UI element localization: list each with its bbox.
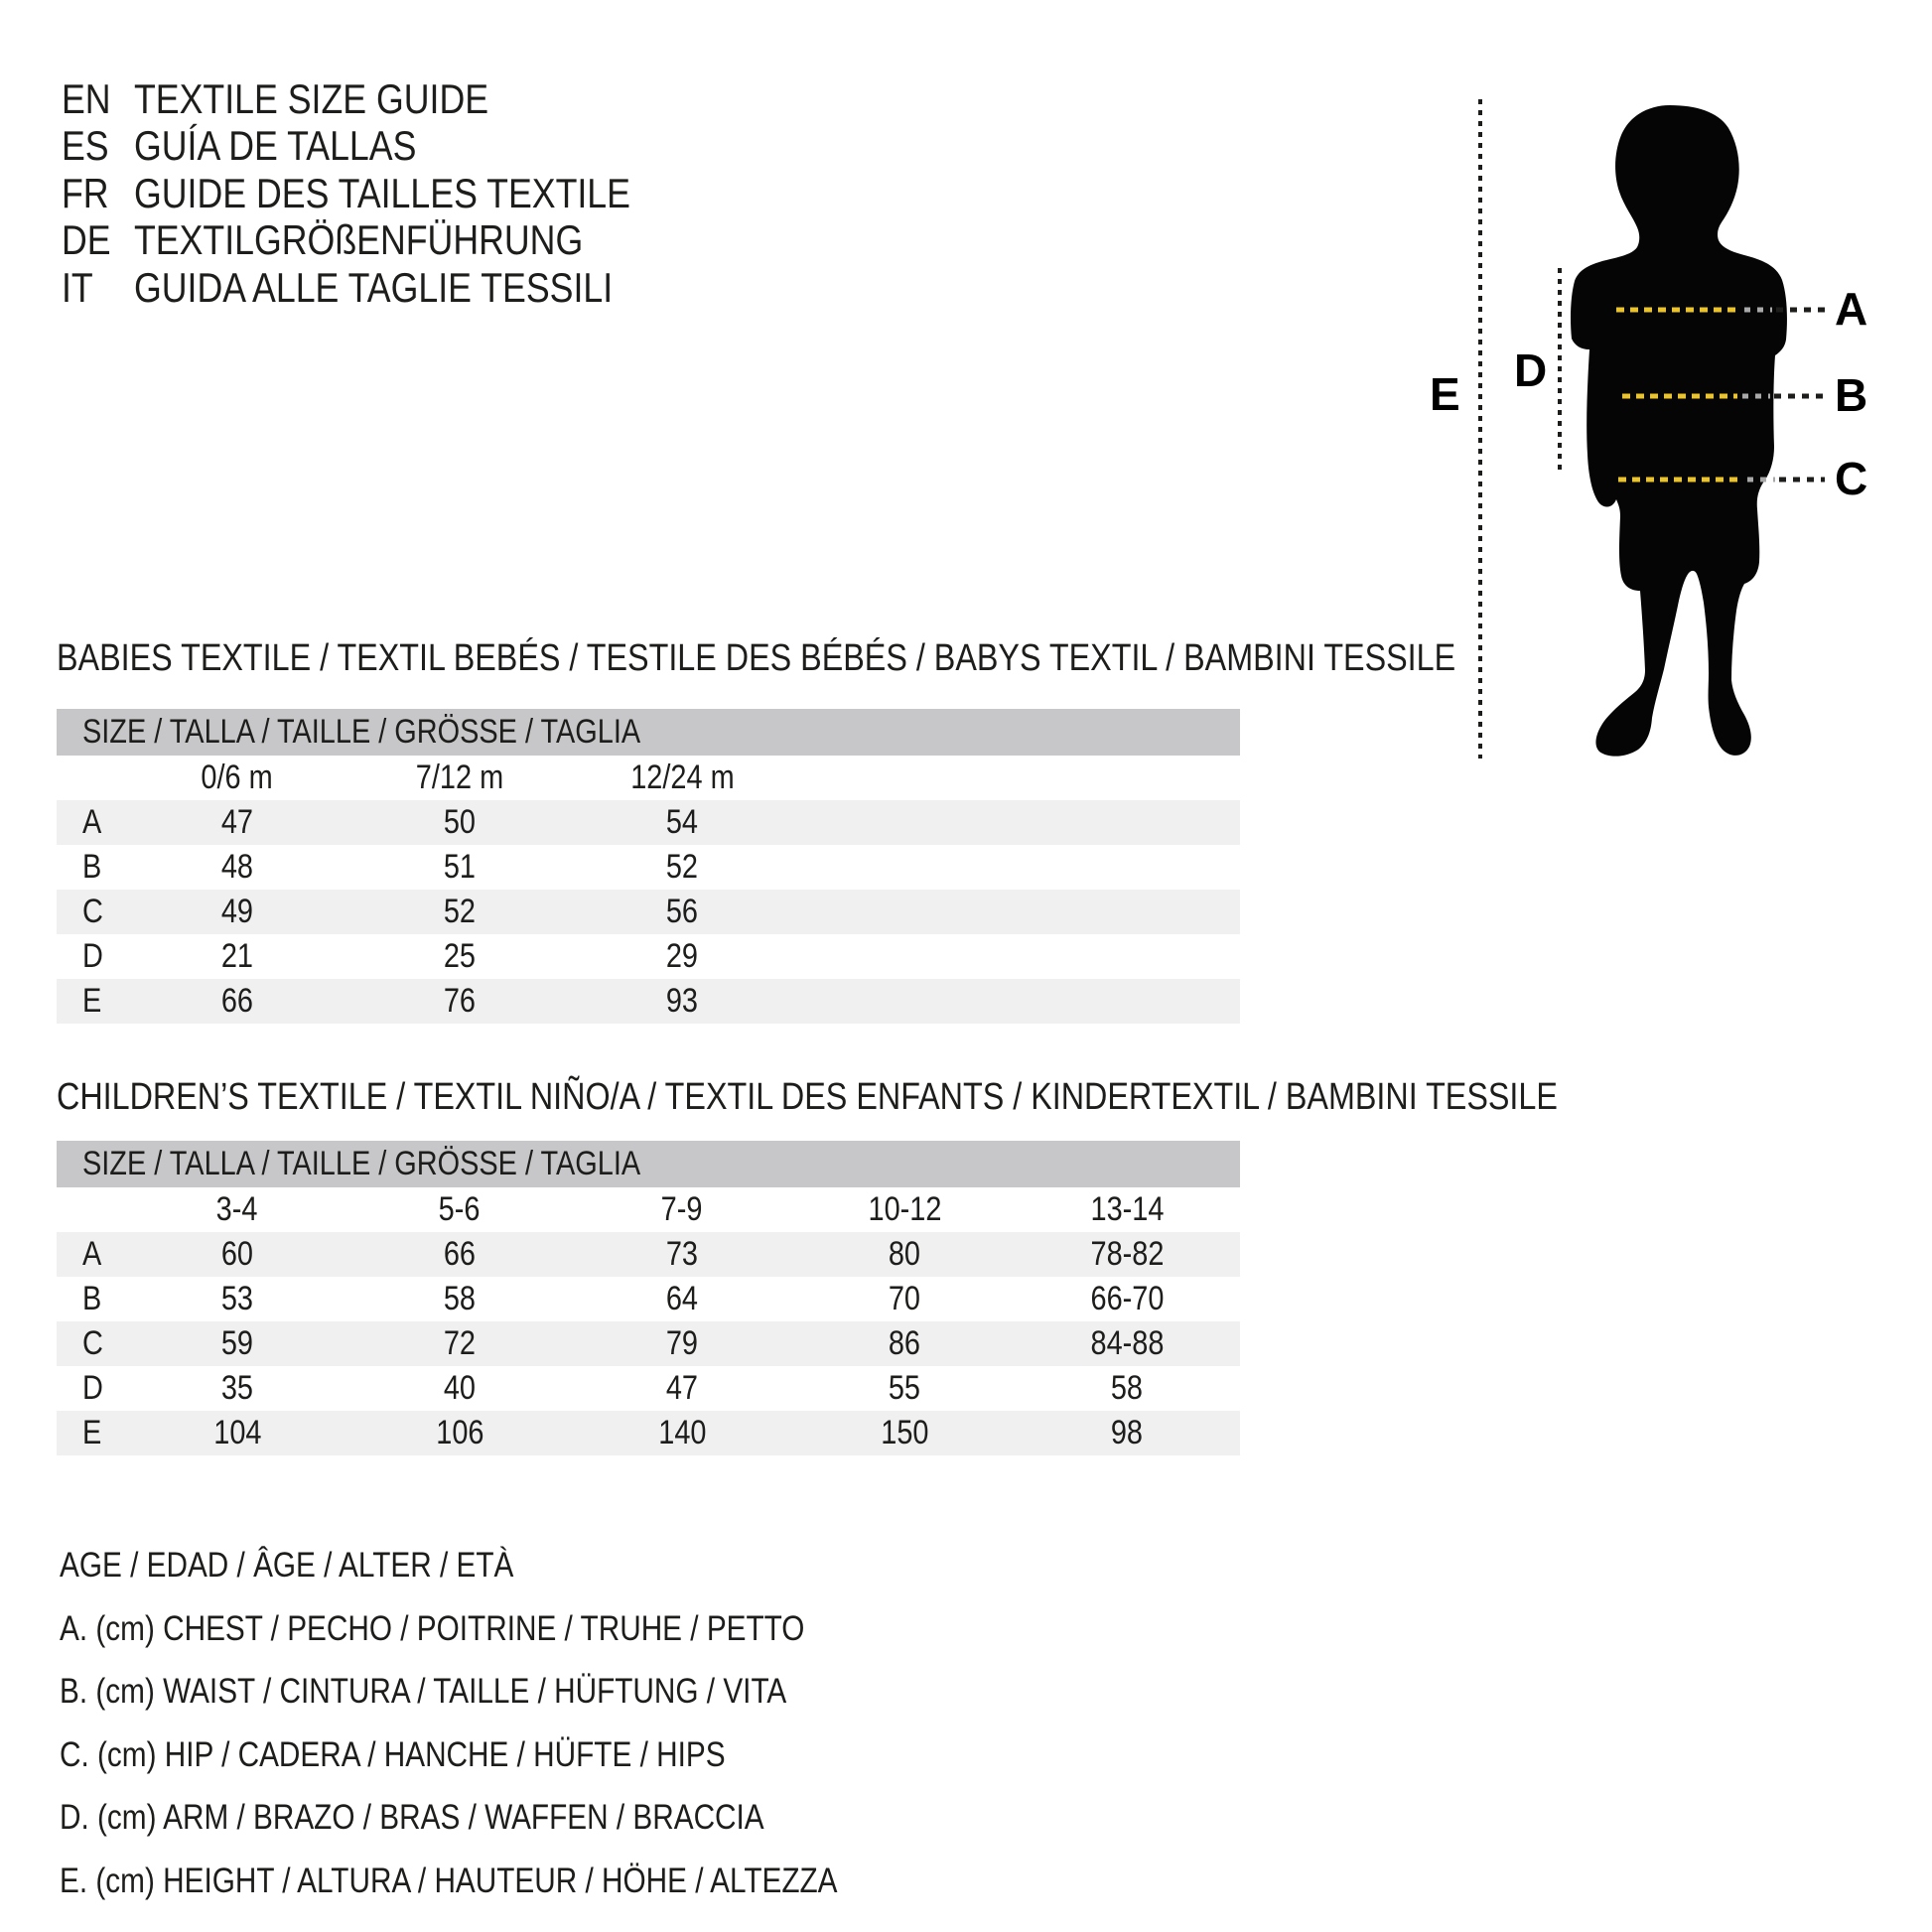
table-cell: 47 — [220, 803, 254, 841]
language-row-de — [62, 217, 718, 265]
table-cell: 21 — [220, 937, 254, 975]
table-row — [57, 979, 1240, 1024]
row-label: B — [82, 848, 102, 886]
children-section-title: CHILDREN’S TEXTILE / TEXTIL NIÑO/A / TEXTIL DES ENFANTS / KINDERTEXTIL / BAMBINI TESSILE — [57, 1076, 1558, 1118]
figure-label-a: A — [1835, 283, 1868, 335]
language-code-es: ES — [62, 122, 109, 170]
babies-size-table — [57, 709, 1240, 1024]
table-cell: 104 — [212, 1414, 262, 1451]
table-cell: 47 — [665, 1369, 699, 1407]
table-cell: 51 — [443, 848, 477, 886]
babies-corner-cell — [57, 756, 126, 800]
children-corner-cell — [57, 1187, 126, 1232]
table-row — [57, 1366, 1240, 1411]
table-cell: 140 — [657, 1414, 707, 1451]
child-silhouette-figure — [1390, 60, 1896, 794]
language-code-it: IT — [62, 263, 93, 311]
babies-section-title: BABIES TEXTILE / TEXTIL BEBÉS / TESTILE DES BÉBÉS / BABYS TEXTIL / BAMBINI TESSILE — [57, 637, 1456, 679]
language-title-de: TEXTILGRÖßENFÜHRUNG — [134, 216, 584, 264]
table-cell: 40 — [443, 1369, 477, 1407]
measurement-legend — [60, 1534, 975, 1912]
language-row-fr — [62, 170, 718, 217]
table-cell: 76 — [443, 982, 477, 1020]
legend-hip-line: C. (cm) HIP / CADERA / HANCHE / HÜFTE / HIPS — [60, 1734, 726, 1774]
children-column-header-row — [57, 1187, 1240, 1232]
table-cell: 58 — [443, 1280, 477, 1317]
table-cell: 84-88 — [1090, 1324, 1164, 1362]
table-cell: 72 — [443, 1324, 477, 1362]
table-cell: 60 — [220, 1235, 254, 1273]
babies-column-header: 12/24 m — [629, 759, 735, 796]
babies-column-header: 0/6 m — [201, 759, 274, 796]
figure-label-e: E — [1430, 368, 1460, 420]
table-cell: 98 — [1110, 1414, 1144, 1451]
table-row — [57, 1411, 1240, 1455]
children-column-header: 7-9 — [661, 1190, 703, 1228]
table-cell: 53 — [220, 1280, 254, 1317]
table-cell: 48 — [220, 848, 254, 886]
table-cell: 56 — [665, 893, 699, 930]
table-cell: 50 — [443, 803, 477, 841]
table-cell: 35 — [220, 1369, 254, 1407]
table-row — [57, 1321, 1240, 1366]
language-code-fr: FR — [62, 169, 109, 216]
table-cell: 93 — [665, 982, 699, 1020]
legend-arm-line: D. (cm) ARM / BRAZO / BRAS / WAFFEN / BRACCIA — [60, 1798, 764, 1837]
language-row-en — [62, 75, 718, 123]
children-column-header: 13-14 — [1090, 1190, 1164, 1228]
row-label: D — [82, 937, 103, 975]
table-cell: 54 — [665, 803, 699, 841]
babies-size-header-bar: SIZE / TALLA / TAILLE / GRÖSSE / TAGLIA — [57, 709, 1240, 756]
table-cell: 64 — [665, 1280, 699, 1317]
table-cell: 78-82 — [1090, 1235, 1164, 1273]
children-column-header: 5-6 — [439, 1190, 481, 1228]
row-label: E — [82, 982, 102, 1020]
table-row — [57, 934, 1240, 979]
row-label: A — [82, 1235, 102, 1273]
language-code-en: EN — [62, 74, 111, 122]
table-row — [57, 1277, 1240, 1321]
table-cell: 59 — [220, 1324, 254, 1362]
table-cell: 66 — [220, 982, 254, 1020]
table-cell: 79 — [665, 1324, 699, 1362]
language-header — [62, 75, 718, 312]
table-cell: 66-70 — [1090, 1280, 1164, 1317]
table-row — [57, 1232, 1240, 1277]
children-column-header: 10-12 — [868, 1190, 941, 1228]
legend-waist-line: B. (cm) WAIST / CINTURA / TAILLE / HÜFTUNG / VITA — [60, 1672, 787, 1711]
row-label: A — [82, 803, 102, 841]
table-cell: 80 — [888, 1235, 921, 1273]
legend-height-line: E. (cm) HEIGHT / ALTURA / HAUTEUR / HÖHE / ALTEZZA — [60, 1861, 838, 1900]
table-cell: 52 — [443, 893, 477, 930]
legend-chest-line: A. (cm) CHEST / PECHO / POITRINE / TRUHE / PETTO — [60, 1608, 805, 1648]
table-cell: 66 — [443, 1235, 477, 1273]
table-cell: 86 — [888, 1324, 921, 1362]
children-column-header: 3-4 — [216, 1190, 258, 1228]
language-title-it: GUIDA ALLE TAGLIE TESSILI — [134, 263, 614, 311]
table-cell: 150 — [880, 1414, 929, 1451]
row-label: D — [82, 1369, 103, 1407]
table-row — [57, 845, 1240, 890]
figure-label-c: C — [1835, 453, 1868, 504]
language-title-es: GUÍA DE TALLAS — [134, 122, 417, 170]
table-cell: 52 — [665, 848, 699, 886]
children-size-table — [57, 1141, 1240, 1455]
language-row-it — [62, 264, 718, 312]
table-cell: 29 — [665, 937, 699, 975]
table-cell: 55 — [888, 1369, 921, 1407]
figure-label-d: D — [1514, 345, 1548, 396]
babies-column-header-row — [57, 756, 1240, 800]
table-cell: 25 — [443, 937, 477, 975]
table-cell: 106 — [435, 1414, 484, 1451]
legend-age-line: AGE / EDAD / ÂGE / ALTER / ETÀ — [60, 1546, 514, 1585]
row-label: C — [82, 893, 103, 930]
table-row — [57, 800, 1240, 845]
table-cell: 73 — [665, 1235, 699, 1273]
table-row — [57, 890, 1240, 934]
language-row-es — [62, 123, 718, 171]
babies-column-header: 7/12 m — [415, 759, 504, 796]
table-cell: 58 — [1110, 1369, 1144, 1407]
figure-label-b: B — [1835, 369, 1868, 421]
row-label: E — [82, 1414, 102, 1451]
language-title-en: TEXTILE SIZE GUIDE — [134, 74, 489, 122]
table-cell: 49 — [220, 893, 254, 930]
children-size-header-bar: SIZE / TALLA / TAILLE / GRÖSSE / TAGLIA — [57, 1141, 1240, 1187]
row-label: C — [82, 1324, 103, 1362]
language-code-de: DE — [62, 216, 111, 264]
language-title-fr: GUIDE DES TAILLES TEXTILE — [134, 169, 630, 216]
row-label: B — [82, 1280, 102, 1317]
table-cell: 70 — [888, 1280, 921, 1317]
